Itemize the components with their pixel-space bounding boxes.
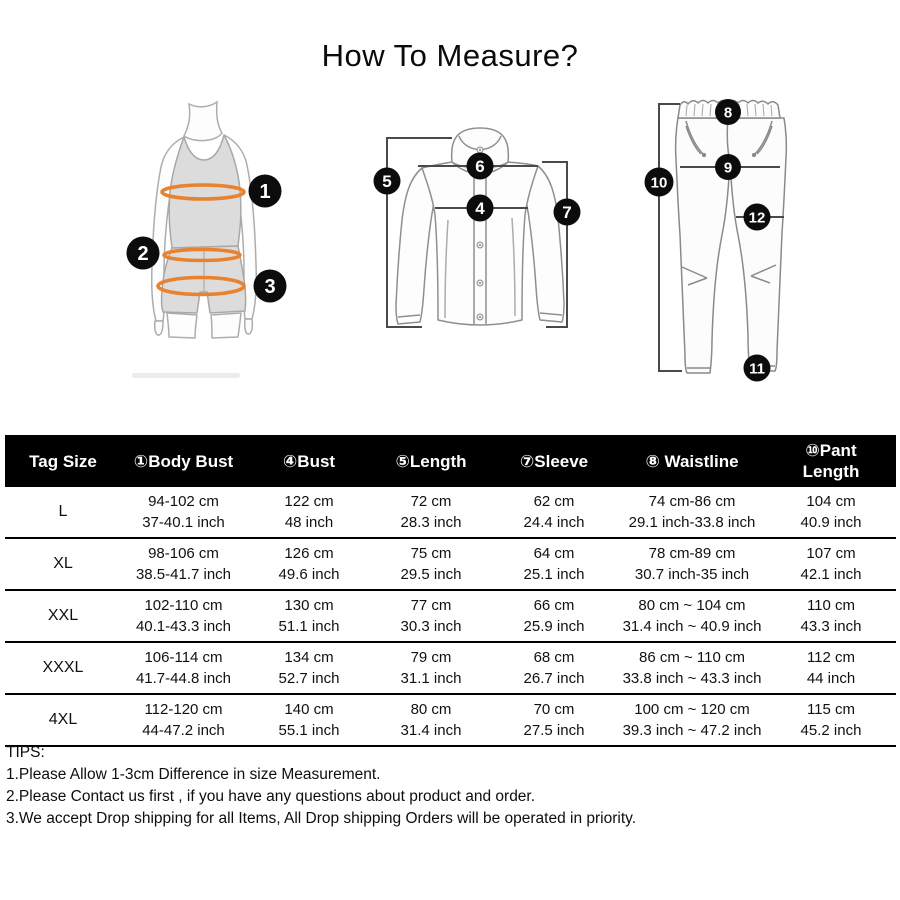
header-body-bust: ①Body Bust [121,435,246,487]
svg-text:9: 9 [723,159,733,177]
measure-marker-3 [254,270,287,303]
measure-marker-4 [467,195,494,222]
measure-marker-12 [744,204,771,231]
pants-measurement-diagram [630,85,810,385]
right-hand [245,319,253,334]
size-cell: XL [53,555,73,572]
measurement-cell: 75 cm 29.5 inch [400,545,462,583]
svg-text:4: 4 [475,198,485,218]
measurement-cell: 64 cm 25.1 inch [523,545,585,583]
svg-text:10: 10 [650,174,668,192]
measurement-cell: 106-114 cm 41.7-44.8 inch [135,649,232,687]
measure-marker-10 [645,168,674,197]
table-row-xxxl [5,642,896,694]
measurement-cell: 102-110 cm 40.1-43.3 inch [135,597,232,635]
measurement-cell: 122 cm 48 inch [284,493,334,531]
right-leg [211,313,241,338]
size-cell: 4XL [48,711,78,728]
page-title: How To Measure? [321,38,579,73]
measurement-cell: 100 cm ~ 120 cm 39.3 inch ~ 47.2 inch [622,701,762,739]
measurement-cell: 80 cm 31.4 inch [400,701,462,739]
tips-heading: TIPS: [6,744,45,761]
figure-fade-shadow [132,373,240,378]
size-cell: XXL [47,607,79,624]
measurement-cell: 68 cm 26.7 inch [523,649,585,687]
measure-marker-8 [715,99,741,125]
measurement-cell: 98-106 cm 38.5-41.7 inch [135,545,232,583]
svg-text:6: 6 [475,156,485,176]
body-measurement-diagram [100,80,320,400]
jacket-measurement-diagram [360,90,600,370]
measurement-cell: 79 cm 31.1 inch [400,649,462,687]
tip-item: 2.Please Contact us first , if you have any questions about product and order. [6,788,536,805]
measure-marker-2 [127,237,160,270]
measurement-cell: 110 cm 43.3 inch [800,597,862,635]
measurement-cell: 140 cm 55.1 inch [278,701,340,739]
measure-marker-7 [554,199,581,226]
measure-marker-11 [744,355,771,382]
size-cell: L [58,503,68,520]
svg-text:12: 12 [748,209,766,227]
measurement-cell: 126 cm 49.6 inch [278,545,340,583]
table-row-l [5,487,896,538]
tip-item: 3.We accept Drop shipping for all Items, All Drop shipping Orders will be operated in priority. [6,810,637,827]
tips-section [6,742,636,830]
measure-marker-9 [715,154,741,180]
measurement-cell: 62 cm 24.4 inch [523,493,585,531]
measurement-cell: 115 cm 45.2 inch [800,701,862,739]
header-length: ⑤Length [372,435,490,487]
measurement-cell: 94-102 cm 37-40.1 inch [142,493,225,531]
svg-text:2: 2 [137,243,149,265]
svg-text:7: 7 [562,202,572,222]
table-row-4xl [5,694,896,746]
tank-top [169,135,241,248]
table-row-xxl [5,590,896,642]
svg-text:3: 3 [264,276,276,298]
header-waistline: ⑧ Waistline [618,435,766,487]
right-pocket-rivet [753,154,756,157]
table-header-row [5,435,896,487]
measurement-cell: 66 cm 25.9 inch [523,597,585,635]
svg-text:1: 1 [259,181,271,203]
header-bust: ④Bust [246,435,372,487]
measurement-cell: 134 cm 52.7 inch [278,649,340,687]
size-cell: XXXL [42,659,84,676]
measurement-cell: 80 cm ~ 104 cm 31.4 inch ~ 40.9 inch [622,597,762,635]
measurement-cell: 77 cm 30.3 inch [400,597,462,635]
tip-item: 1.Please Allow 1-3cm Difference in size Measurement. [6,766,381,783]
measure-marker-5 [374,168,401,195]
measurement-cell: 107 cm 42.1 inch [800,545,862,583]
measurement-cell: 112 cm 44 inch [806,649,856,687]
measure-marker-1 [249,175,282,208]
measurement-cell: 70 cm 27.5 inch [523,701,585,739]
measurement-cell: 130 cm 51.1 inch [278,597,340,635]
measurement-cell: 86 cm ~ 110 cm 33.8 inch ~ 43.3 inch [622,649,762,687]
neck [184,102,222,141]
header-pant-length: ⑩Pant Length [766,435,896,487]
measure-marker-6 [467,153,494,180]
measurement-cell: 78 cm-89 cm 30.7 inch-35 inch [634,545,750,583]
left-pocket-rivet [703,154,706,157]
table-row-xl [5,538,896,590]
svg-text:5: 5 [382,171,392,191]
svg-text:11: 11 [749,360,765,378]
measurement-cell: 104 cm 40.9 inch [800,493,862,531]
left-hand [155,321,163,335]
left-leg [167,313,197,338]
measurement-cell: 72 cm 28.3 inch [400,493,462,531]
measurement-cell: 74 cm-86 cm 29.1 inch-33.8 inch [628,493,756,531]
measurement-cell: 112-120 cm 44-47.2 inch [142,701,225,739]
header-tag-size: Tag Size [5,435,121,487]
size-table [5,435,896,747]
svg-text:8: 8 [723,104,733,122]
header-sleeve: ⑦Sleeve [490,435,618,487]
